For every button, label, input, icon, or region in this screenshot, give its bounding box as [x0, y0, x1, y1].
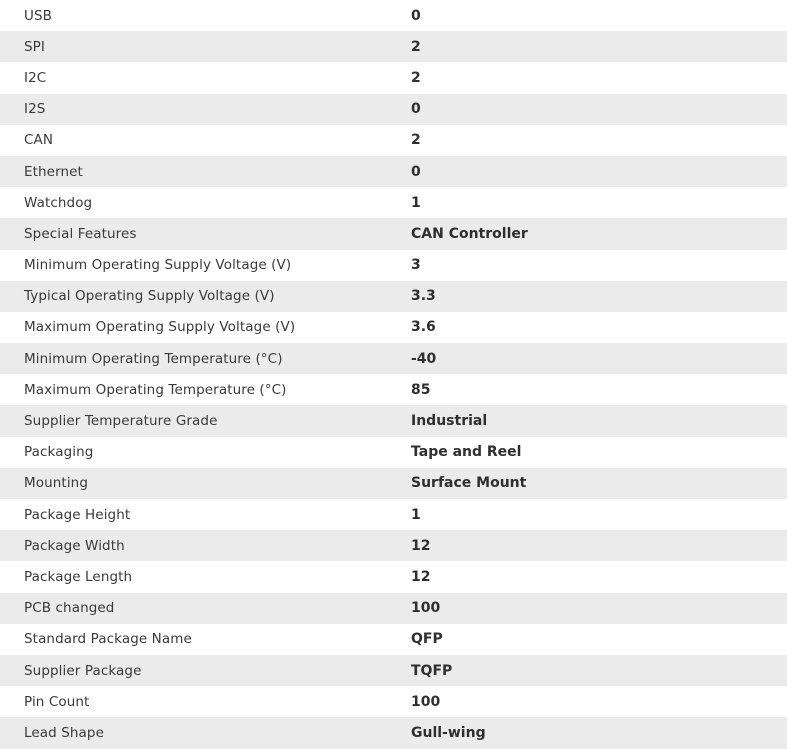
spec-name: Lead Shape — [24, 724, 104, 741]
spec-row-pin-count — [0, 686, 787, 717]
spec-name: Typical Operating Supply Voltage (V) — [24, 288, 275, 305]
spec-name: Maximum Operating Supply Voltage (V) — [24, 319, 296, 336]
spec-value: 1 — [411, 506, 421, 523]
spec-row-package-length — [0, 561, 787, 592]
spec-row-temperature-grade — [0, 405, 787, 436]
spec-value: 3 — [411, 257, 421, 274]
spec-row-min-temperature — [0, 343, 787, 374]
spec-value: 100 — [411, 693, 441, 710]
spec-name: Package Length — [24, 568, 133, 585]
spec-row-watchdog — [0, 187, 787, 218]
spec-value: 2 — [411, 132, 421, 149]
spec-value: 0 — [411, 7, 421, 24]
spec-name: Maximum Operating Temperature (°C) — [24, 381, 287, 398]
spec-name: Mounting — [24, 475, 88, 492]
spec-value: 0 — [411, 101, 421, 118]
spec-row-spi — [0, 31, 787, 62]
spec-value: CAN Controller — [411, 225, 528, 242]
spec-row-i2s — [0, 94, 787, 125]
spec-value: QFP — [411, 631, 443, 648]
spec-value: 12 — [411, 537, 431, 554]
spec-value: Industrial — [411, 413, 488, 430]
spec-name: Minimum Operating Supply Voltage (V) — [24, 257, 292, 274]
spec-name: Supplier Package — [24, 662, 142, 679]
spec-name: Packaging — [24, 444, 94, 461]
spec-name: Package Height — [24, 506, 131, 523]
spec-value: 0 — [411, 163, 421, 180]
spec-value: 2 — [411, 38, 421, 55]
spec-value: -40 — [411, 350, 437, 367]
spec-row-standard-package-name — [0, 624, 787, 655]
spec-row-typ-supply-voltage — [0, 281, 787, 312]
spec-name: Minimum Operating Temperature (°C) — [24, 350, 283, 367]
spec-row-i2c — [0, 62, 787, 93]
spec-row-can — [0, 125, 787, 156]
spec-row-ethernet — [0, 156, 787, 187]
spec-value: 85 — [411, 381, 431, 398]
spec-value: Gull-wing — [411, 724, 486, 741]
spec-row-min-supply-voltage — [0, 250, 787, 281]
spec-value: Surface Mount — [411, 475, 527, 492]
spec-row-max-supply-voltage — [0, 312, 787, 343]
spec-value: 2 — [411, 69, 421, 86]
spec-name: Special Features — [24, 225, 137, 242]
spec-name: Ethernet — [24, 163, 83, 180]
spec-name: Watchdog — [24, 194, 93, 211]
spec-name: Pin Count — [24, 693, 90, 710]
spec-value: 100 — [411, 600, 441, 617]
spec-name: Standard Package Name — [24, 631, 192, 648]
spec-row-package-width — [0, 530, 787, 561]
spec-value: 3.6 — [411, 319, 436, 336]
spec-value: Tape and Reel — [411, 444, 522, 461]
spec-name: SPI — [24, 38, 45, 55]
spec-row-mounting — [0, 468, 787, 499]
spec-value: TQFP — [411, 662, 453, 679]
spec-row-usb — [0, 0, 787, 31]
spec-name: Package Width — [24, 537, 125, 554]
spec-name: USB — [24, 7, 53, 24]
spec-row-packaging — [0, 437, 787, 468]
spec-row-lead-shape — [0, 717, 787, 748]
spec-name: PCB changed — [24, 600, 115, 617]
spec-row-supplier-package — [0, 655, 787, 686]
spec-name: CAN — [24, 132, 54, 149]
spec-value: 3.3 — [411, 288, 436, 305]
spec-row-pcb-changed — [0, 593, 787, 624]
spec-row-max-temperature — [0, 374, 787, 405]
spec-name: Supplier Temperature Grade — [24, 413, 218, 430]
spec-row-special-features — [0, 218, 787, 249]
spec-name: I2S — [24, 101, 46, 118]
spec-value: 1 — [411, 194, 421, 211]
spec-value: 12 — [411, 568, 431, 585]
spec-row-package-height — [0, 499, 787, 530]
spec-name: I2C — [24, 69, 47, 86]
